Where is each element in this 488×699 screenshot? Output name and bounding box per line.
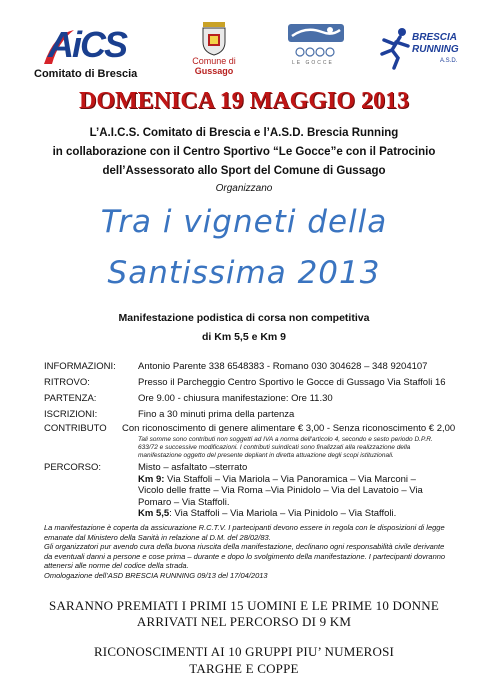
contributo-label: CONTRIBUTO: [44, 423, 107, 434]
iscrizioni-label: ISCRIZIONI:: [44, 409, 98, 420]
event-title-line-2: Santissima 2013: [107, 255, 381, 291]
percorso-type: Misto – asfaltato –sterrato: [138, 462, 248, 473]
prize-line-4: TARGHE E COPPE: [189, 661, 299, 676]
intro-line-2: in collaborazione con il Centro Sportivo “Le Gocce”e con il Patrocinio: [52, 146, 436, 158]
aics-logo: [34, 22, 144, 84]
percorso-km9-route: Via Staffoli – Via Mariola – Via Panoramica – Via Marconi – Vicolo delle fratte – Via Roma –Via Pinidolo – Via del Lavatoio – Via Pomaro – Via Staffoli.: [138, 473, 423, 508]
contributo-value: Con riconoscimento di genere alimentare € 3,00 - Senza riconoscimento € 2,00: [122, 423, 456, 434]
intro-line-3: dell’Assessorato allo Sport del Comune di Gussago: [102, 165, 386, 177]
aics-logo-text: AiCS: [48, 24, 127, 65]
disclaimer-liability: Gli organizzatori pur avendo cura della buona riuscita della manifestazione, declinano ogni responsabilità civile derivante da eventuali danni a persone e cose prima – durante e dopo lo svolgimento della manifestazione. I partecipanti dovranno attenersi alle norme del codice della strada.: [44, 542, 446, 570]
running-label-2: RUNNING: [412, 44, 459, 55]
brescia-running-logo: [378, 22, 466, 78]
aics-subtitle: Comitato di Brescia: [34, 68, 138, 80]
running-label-1: BRESCIA: [412, 32, 458, 43]
crest-icon: [200, 20, 228, 56]
disclaimer: [44, 523, 449, 580]
prize-line-3: RICONOSCIMENTI AI 10 GRUPPI PIU’ NUMEROSI: [93, 644, 395, 659]
ritrovo-label: RITROVO:: [44, 377, 90, 388]
event-title-line-1: Tra i vigneti della: [100, 204, 388, 240]
prize-line-2: ARRIVATI NEL PERCORSO DI 9 KM: [136, 614, 352, 629]
swimmer-icon: [286, 22, 346, 60]
disclaimer-insurance: La manifestazione è coperta da assicurazione R.C.T.V. I partecipanti devono essere in regola con le disposizioni di legge emanate dal Ministero della Sanità in relazione al D.M. del 28/02/83.: [44, 523, 445, 542]
organizzano-label: Organizzano: [215, 183, 273, 194]
event-date-title: DOMENICA 19 MAGGIO 2013: [79, 88, 409, 114]
percorso-km55-label: Km 5,5: [138, 508, 170, 519]
percorso-label: PERCORSO:: [44, 462, 102, 473]
runner-icon: [378, 26, 414, 70]
percorso-km9: [138, 474, 443, 509]
disclaimer-homologation: Omologazione dell’ASD BRESCIA RUNNING 09/13 del 17/04/2013: [44, 570, 268, 580]
gocce-brand-text: LE GOCCE: [292, 60, 334, 66]
partenza-value: Ore 9.00 - chiusura manifestazione: Ore 11.30: [138, 393, 333, 404]
partenza-label: PARTENZA:: [44, 393, 97, 404]
contributo-note: Tali somme sono contributi non soggetti ad IVA a norma dell'articolo 4, secondo e sesto periodo D.P.R. 633/72 e successive modificazioni. I contributi suindicati sono finalizzati alla realizzazione della manifestazione oggetto del presente depliant in diretta attuazione degli scopi istituzionali.: [138, 436, 433, 459]
informazioni-value: Antonio Parente 338 6548383 - Romano 030 304628 – 348 9204107: [138, 361, 428, 372]
gocce-logo: [286, 22, 346, 70]
informazioni-label: INFORMAZIONI:: [44, 361, 116, 372]
comune-logo: [184, 20, 244, 82]
running-label-3: A.S.D.: [440, 58, 458, 64]
subtitle-line-2: di Km 5,5 e Km 9: [201, 331, 287, 343]
prize-line-1: SARANNO PREMIATI I PRIMI 15 UOMINI E LE PRIME 10 DONNE: [49, 598, 439, 613]
percorso-km55: [138, 508, 443, 520]
percorso-km55-route: : Via Staffoli – Via Mariola – Via Pinidolo – Via Staffoli.: [169, 508, 397, 519]
intro-line-1: L’A.I.C.S. Comitato di Brescia e l’A.S.D. Brescia Running: [89, 127, 399, 139]
ritrovo-value: Presso il Parcheggio Centro Sportivo le Gocce di Gussago Via Staffoli 16: [138, 377, 446, 388]
percorso-description: [138, 462, 443, 520]
subtitle-line-1: Manifestazione podistica di corsa non competitiva: [118, 312, 370, 324]
percorso-km9-label: Km 9:: [138, 473, 165, 485]
comune-label-1: Comune di: [192, 56, 236, 66]
iscrizioni-value: Fino a 30 minuti prima della partenza: [138, 409, 295, 420]
comune-label-2: Gussago: [194, 66, 234, 76]
